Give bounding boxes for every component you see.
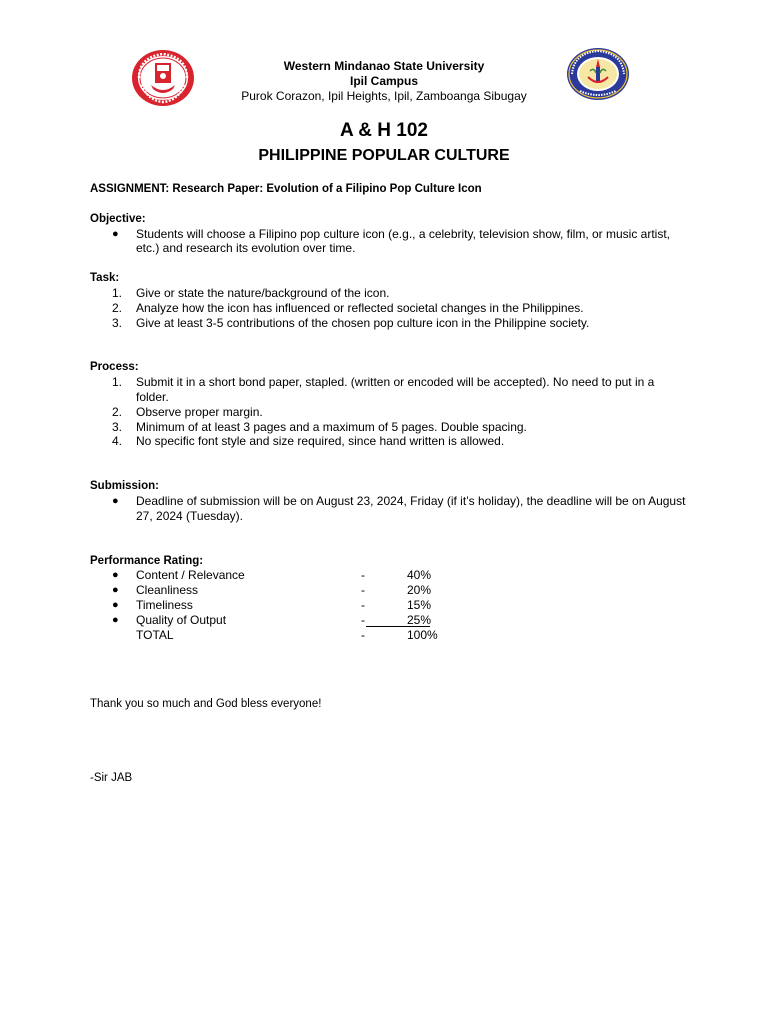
campus-name: Ipil Campus [349, 74, 418, 88]
bullet-icon: ● [112, 613, 119, 626]
list-item: 2. Analyze how the icon has influenced or reflected societal changes in the Philippines. [112, 300, 584, 315]
bullet-icon: ● [112, 569, 119, 582]
list-item: 4. No specific font style and size required, since hand written is allowed. [112, 434, 505, 449]
rating-table [90, 568, 690, 642]
list-item: 1. Submit it in a short bond paper, stapled. (written or encoded will be accepted). No need to put in a folder. [112, 375, 655, 404]
course-code: A & H 102 [340, 120, 428, 141]
objective-list [90, 227, 690, 257]
rating-row: ● Cleanliness - 20% [112, 583, 432, 598]
submission-list [90, 494, 690, 524]
list-item: 1. Give or state the nature/background of the icon. [112, 285, 390, 300]
rating-row: ● Quality of Output - 25% [112, 612, 432, 627]
signature: -Sir JAB [90, 772, 133, 784]
list-item: 2. Observe proper margin. [112, 404, 263, 419]
document-body [90, 182, 690, 642]
process-heading: Process: [90, 361, 139, 374]
bullet-icon: ● [112, 598, 119, 611]
rating-heading: Performance Rating: [90, 554, 204, 567]
list-item: 3. Minimum of at least 3 pages and a maximum of 5 pages. Double spacing. [112, 419, 527, 434]
assignment-title: ASSIGNMENT: Research Paper: Evolution of a Filipino Pop Culture Icon [90, 183, 482, 195]
process-list [90, 375, 690, 449]
task-list [90, 286, 690, 330]
university-name: Western Mindanao State University [283, 59, 485, 73]
campus-address: Purok Corazon, Ipil Heights, Ipil, Zamboanga Sibugay [241, 89, 527, 103]
closing-message: Thank you so much and God bless everyone! [90, 698, 322, 710]
rating-row: ● Content / Relevance - 40% [112, 568, 432, 583]
submission-heading: Submission: [90, 480, 160, 493]
task-heading: Task: [90, 272, 120, 285]
list-item: 3. Give at least 3-5 contributions of the chosen pop culture icon in the Philippine society. [112, 315, 590, 330]
subject-title: PHILIPPINE POPULAR CULTURE [258, 147, 510, 164]
bullet-icon: ● [112, 494, 119, 507]
list-item: ● Students will choose a Filipino pop culture icon (e.g., a celebrity, television show, film, or music artist, etc.) and research its evolution over time. [112, 226, 671, 256]
rating-total-row: TOTAL - 100% [136, 627, 438, 642]
list-item: ● Deadline of submission will be on August 23, 2024, Friday (if it’s holiday), the deadline will be on August 27, 2024 (Tuesday). [112, 493, 686, 523]
objective-heading: Objective: [90, 212, 146, 225]
rating-row: ● Timeliness - 15% [112, 597, 432, 612]
bullet-icon: ● [112, 227, 119, 240]
bullet-icon: ● [112, 584, 119, 597]
